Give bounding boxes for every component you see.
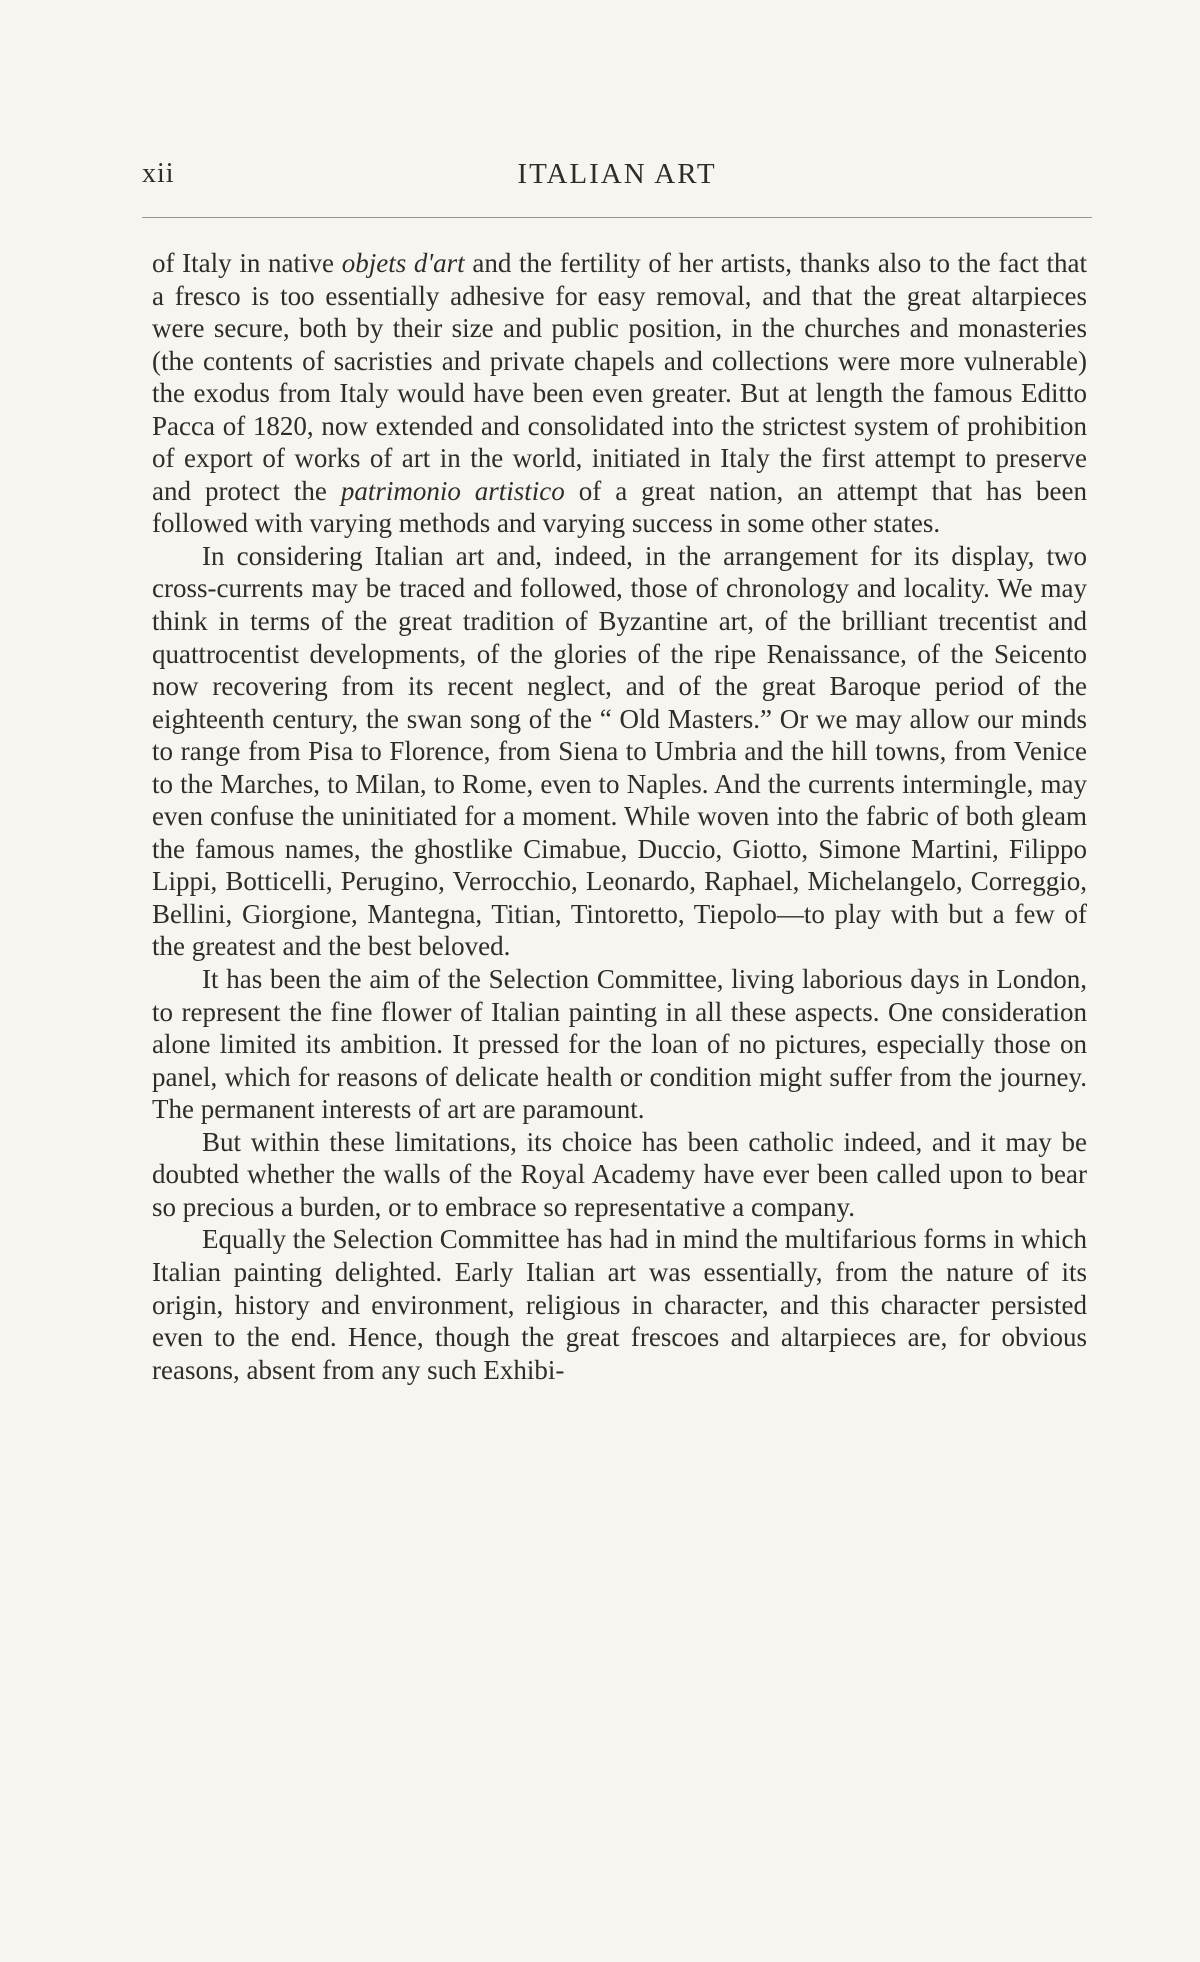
paragraph-segment: In considering Italian art and, indeed, in the arrangement for its display, two cross-currents may be traced and followed, those of chronology and locality. We may think in terms of the great tradition of Byzantine art, of the brilliant trecentist and quattrocentist developments, of the glories of the ripe Renaissance, of the Seicento now recovering from its recent neglect, and of the great Baroque period of the eighteenth century, the swan song of the “ Old Masters.” Or we may allow our minds to range from Pisa to Florence, from Siena to Umbria and the hill towns, from Venice to the Marches, to Milan, to Rome, even to Naples. And the currents intermingle, may even confuse the uninitiated for a moment. While woven into the fabric of both gleam the famous names, the ghostlike Cimabue, Duccio, Giotto, Simone Martini, Filippo Lippi, Botticelli, Perugino, Verrocchio, Leonardo, Raphael, Michelangelo, Correggio, Bellini, Giorgione, Mantegna, Titian, Tintoretto, Tiepolo—to play with but a few of the greatest and the best beloved.: [152, 540, 1087, 962]
paragraph-segment: It has been the aim of the Selection Committee, living laborious days in London, to represent the fine flower of Italian painting in all these aspects. One consideration alone limited its ambition. It pressed for the loan of no pictures, especially those on panel, which for reasons of delicate health or condition might suffer from the journey. The permanent interests of art are paramount.: [152, 964, 1087, 1125]
header-rule: [142, 217, 1092, 218]
paragraph: [152, 963, 1087, 1126]
italic-phrase: objets d'art: [341, 248, 465, 278]
paragraph: [152, 540, 1087, 963]
paragraph: [152, 1126, 1087, 1224]
running-head: [142, 158, 1092, 198]
page-number: xii: [142, 158, 175, 189]
paragraph-segment: But within these limitations, its choice has been catholic indeed, and it may be doubted whether the walls of the Royal Academy have ever been called upon to bear so precious a burden, or to embrace so representative a company.: [152, 1126, 1087, 1222]
italic-phrase: patrimonio artistico: [340, 475, 565, 506]
body-text: [152, 247, 1087, 1386]
paragraph-segment: of Italy in native: [152, 248, 342, 278]
running-title: ITALIAN ART: [517, 158, 717, 190]
paragraph: [152, 1223, 1087, 1386]
paragraph-segment: Equally the Selection Committee has had in mind the multifarious forms in which Italian painting delighted. Early Italian art was essentially, from the nature of its origin, history and environment, religious in character, and this character persisted even to the end. Hence, though the great frescoes and altarpieces are, for obvious reasons, absent from any such Exhibi-: [152, 1224, 1087, 1385]
paragraph: [152, 247, 1087, 540]
paragraph-segment: and the fertility of her artists, thanks also to the fact that a fresco is too essentially adhesive for easy removal, and that the great altarpieces were secure, both by their size and public position, in the churches and monasteries (the contents of sacristies and private chapels and collections were more vulnerable) the exodus from Italy would have been even greater. But at length the famous Editto Pacca of 1820, now extended and consolidated into the strictest system of prohibition of export of works of art in the world, initiated in Italy the first attempt to preserve and protect the: [152, 248, 1087, 506]
paragraph-segment: of a great nation, an attempt that has been followed with varying methods and varying success in some other states.: [152, 475, 1088, 539]
